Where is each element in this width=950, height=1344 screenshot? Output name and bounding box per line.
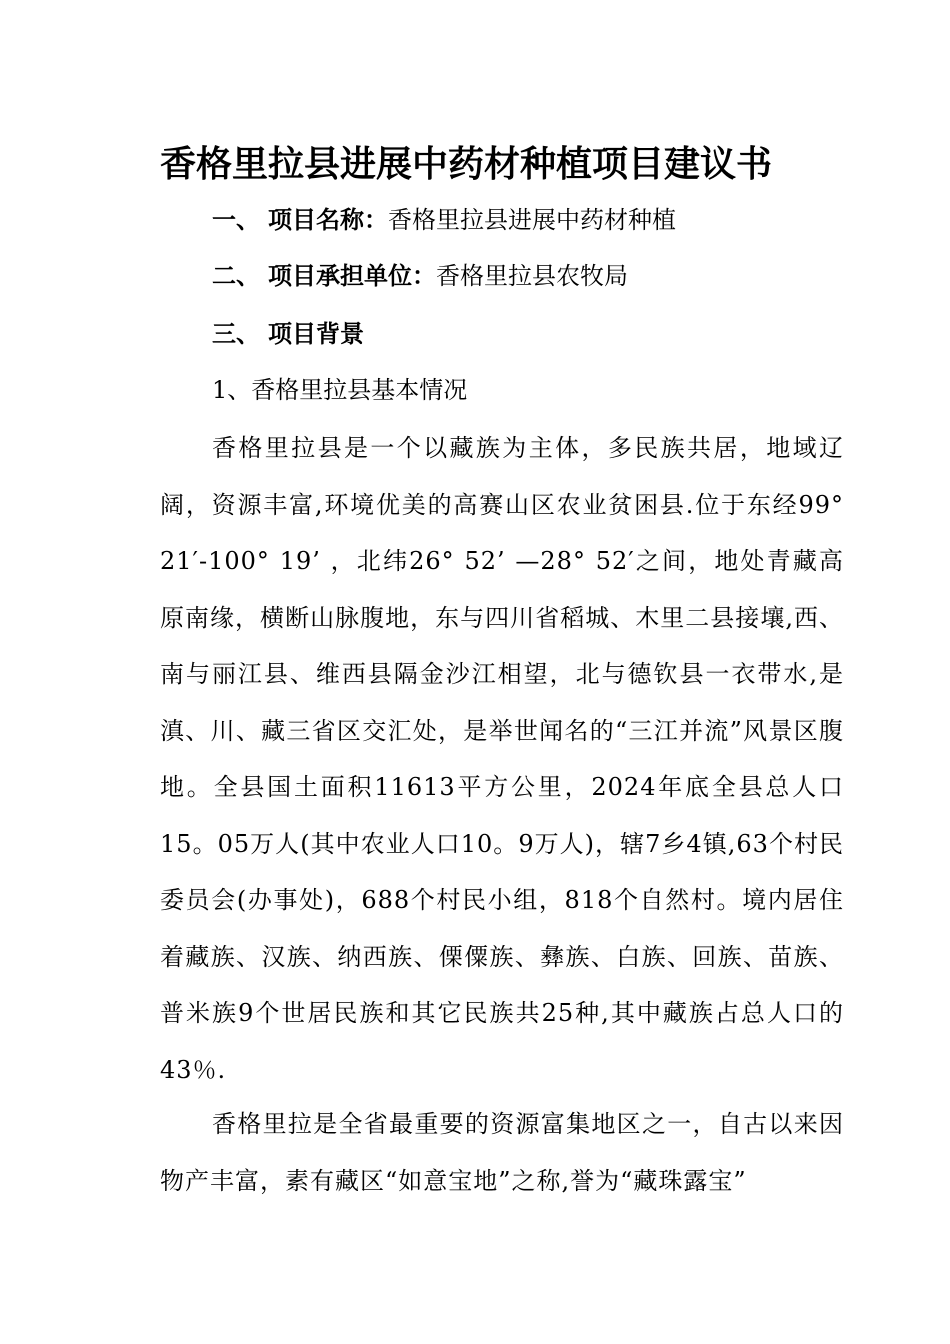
subsection-heading: 1、香格里拉县基本情况	[212, 376, 468, 404]
section-number: 三、	[212, 320, 260, 348]
section-project-background	[212, 316, 364, 352]
section-project-undertaker	[212, 258, 628, 294]
section-number: 一、	[212, 206, 260, 234]
body-paragraph: 香格里拉是全省最重要的资源富集地区之一，自古以来因物产丰富，素有藏区“如意宝地”之称,誉为“藏珠露宝”	[160, 1110, 844, 1195]
section-label: 项目承担单位：	[268, 262, 436, 290]
section-value: 香格里拉县进展中药材种植	[388, 206, 676, 234]
section-number: 二、	[212, 262, 260, 290]
section-project-name	[212, 202, 676, 238]
document-title: 香格里拉县进展中药材种植项目建议书	[160, 144, 773, 185]
body-paragraph: 香格里拉县是一个以藏族为主体，多民族共居，地域辽阔，资源丰富,环境优美的高赛山区农业贫困县.位于东经99° 21′-100° 19’ ，北纬26° 52’ —28° 52′之间，地处青藏高原南缘，横断山脉腹地，东与四川省稻城、木里二县接壤,西、南与丽江县、维西县隔金沙江相望，北与德钦县一衣带水,是滇、川、藏三省区交汇处，是举世闻名的“三江并流”风景区腹地。全县国土面积11613平方公里，2024年底全县总人口15。05万人(其中农业人口10。9万人)，辖7乡4镇,63个村民委员会(办事处)，688个村民小组，818个自然村。境内居住着藏族、汉族、纳西族、傈僳族、彝族、白族、回族、苗族、普米族9个世居民族和其它民族共25种,其中藏族占总人口的43％.	[160, 434, 844, 1084]
section-label: 项目名称：	[268, 206, 388, 234]
section-value: 香格里拉县农牧局	[436, 262, 628, 290]
section-label: 项目背景	[268, 320, 364, 348]
